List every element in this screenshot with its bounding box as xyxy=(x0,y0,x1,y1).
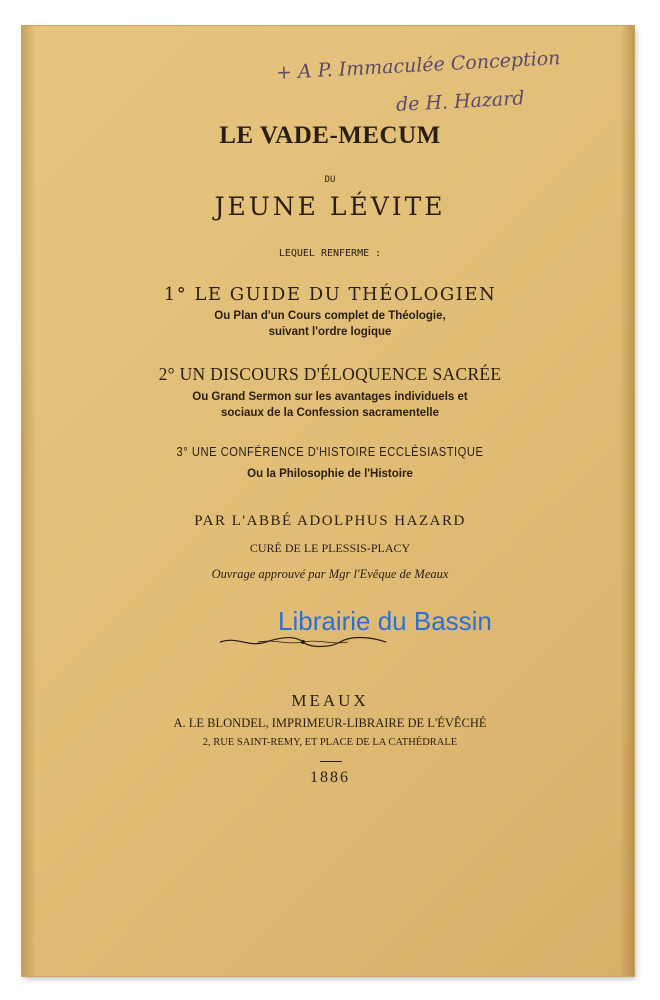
imprint-year: 1886 xyxy=(310,769,350,786)
spine-shadow xyxy=(22,26,36,976)
imprint-publisher: A. LE BLONDEL, IMPRIMEUR-LIBRAIRE DE L'ÉVÊCHÉ xyxy=(173,716,487,730)
inscription-line-2: de H. Hazard xyxy=(395,87,525,116)
part3-heading: 3° UNE CONFÉRENCE D'HISTOIRE ECCLÉSIASTIQUE xyxy=(176,444,484,459)
imprint-divider xyxy=(320,761,342,762)
imprint-city: MEAUX xyxy=(291,691,369,710)
part3-subtitle: Ou la Philosophie de l'Histoire xyxy=(247,468,413,480)
part2-subtitle-2: sociaux de la Confession sacramentelle xyxy=(221,407,439,419)
cover-right-edge xyxy=(620,26,634,976)
part2-subtitle-1: Ou Grand Sermon sur les avantages individuels et xyxy=(192,391,468,403)
handwritten-inscription xyxy=(275,47,626,128)
part1-heading: 1° LE GUIDE DU THÉOLOGIEN xyxy=(163,284,497,305)
intro-text: LEQUEL RENFERME : xyxy=(278,248,382,259)
part1-subtitle-2: suivant l'ordre logique xyxy=(268,326,392,338)
title-line-3: JEUNE LÉVITE xyxy=(214,192,446,221)
title-line-1: LE VADE-MECUM xyxy=(219,122,441,149)
title-line-2: DU xyxy=(324,175,336,185)
bookseller-watermark: Librairie du Bassin xyxy=(278,606,492,636)
author-line: PAR L'ABBÉ ADOLPHUS HAZARD xyxy=(194,513,466,529)
imprint-address: 2, RUE SAINT-REMY, ET PLACE DE LA CATHÉDRALE xyxy=(202,737,458,748)
approval-line: Ouvrage approuvé par Mgr l'Evêque de Meaux xyxy=(211,567,449,581)
decorative-ornament xyxy=(218,632,388,652)
inscription-line-1: + A P. Immaculée Conception xyxy=(275,47,561,84)
author-title: CURÉ DE LE PLESSIS-PLACY xyxy=(249,541,411,555)
part1-subtitle-1: Ou Plan d'un Cours complet de Théologie, xyxy=(214,310,446,322)
book-cover xyxy=(22,26,634,976)
part2-heading: 2° UN DISCOURS D'ÉLOQUENCE SACRÉE xyxy=(158,364,502,384)
